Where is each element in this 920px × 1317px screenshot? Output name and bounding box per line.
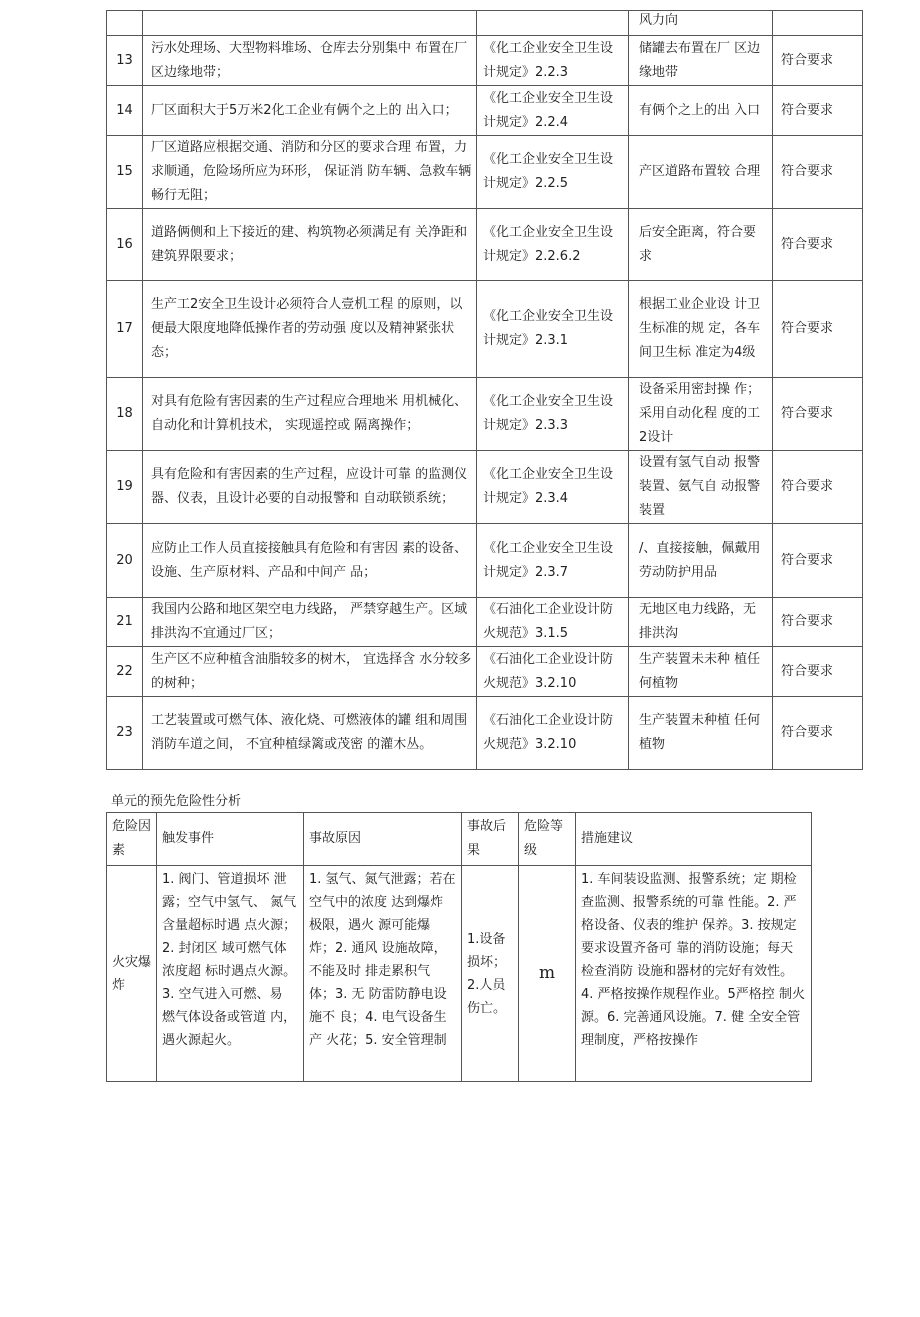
section-title: 单元的预先危险性分析 [111, 794, 242, 809]
table-row [107, 281, 863, 378]
status-cell: /、直接接触，佩戴用劳动防护用品 [629, 524, 773, 598]
row-number: 19 [107, 451, 143, 524]
status-cell: 产区道路布置较 合理 [629, 136, 773, 209]
status-cell: 储罐去布置在厂 区边缘地带 [629, 36, 773, 86]
result-cell: 符合要求 [773, 281, 863, 378]
status-cell: 生产装置未种植 任何植物 [629, 697, 773, 770]
table-row [107, 866, 812, 1082]
result-cell: 符合要求 [773, 697, 863, 770]
result-cell: 符合要求 [773, 647, 863, 697]
basis-cell: 《化工企业安全卫生设计规定》2.2.3 [477, 36, 629, 86]
result-cell [773, 11, 863, 36]
table-row [107, 36, 863, 86]
row-number: 23 [107, 697, 143, 770]
basis-cell: 《石油化工企业设计防火规范》3.1.5 [477, 598, 629, 647]
table-row [107, 697, 863, 770]
status-cell: 后安全距离，符合要求 [629, 209, 773, 281]
result-cell: 符合要求 [773, 86, 863, 136]
basis-cell: 《化工企业安全卫生设计规定》2.2.6.2 [477, 209, 629, 281]
row-number: 22 [107, 647, 143, 697]
row-number: 14 [107, 86, 143, 136]
status-cell: 设置有氢气自动 报警装置、氨气自 动报警装置 [629, 451, 773, 524]
row-number: 21 [107, 598, 143, 647]
basis-cell: 《化工企业安全卫生设计规定》2.3.3 [477, 378, 629, 451]
cause-cell: 1. 氢气、氮气泄露；若在空气中的浓度 达到爆炸极限，遇火 源可能爆炸；2. 通风 设施故障，不能及时 排走累积气体；3. 无 防雷防静电设施不 良；4. 电气设备生产 火花；5. 安全管理制 [304, 866, 462, 1082]
result-cell: 符合要求 [773, 209, 863, 281]
basis-cell: 《化工企业安全卫生设计规定》2.2.5 [477, 136, 629, 209]
row-number [107, 11, 143, 36]
result-cell: 符合要求 [773, 36, 863, 86]
row-number: 20 [107, 524, 143, 598]
row-number: 17 [107, 281, 143, 378]
table-row [107, 598, 863, 647]
status-cell: 设备采用密封操 作；采用自动化程 度的工2设计 [629, 378, 773, 451]
requirement-cell [143, 11, 477, 36]
result-cell: 符合要求 [773, 136, 863, 209]
table-row [107, 451, 863, 524]
requirement-cell: 厂区面积大于5万米2化工企业有俩个之上的 出入口； [143, 86, 477, 136]
table-row [107, 209, 863, 281]
level-cell: m [519, 866, 576, 1082]
table-row [107, 11, 863, 36]
header-measures: 措施建议 [576, 813, 812, 866]
hazard-analysis-table [106, 812, 812, 1082]
table-row [107, 136, 863, 209]
header-level: 危险等级 [519, 813, 576, 866]
status-cell: 有俩个之上的出 入口 [629, 86, 773, 136]
row-number: 18 [107, 378, 143, 451]
requirement-cell: 工艺装置或可燃气体、液化烧、可燃液体的罐 组和周围消防车道之间， 不宜种植绿篱或茂密 的灌木丛。 [143, 697, 477, 770]
basis-cell [477, 11, 629, 36]
status-cell: 生产装置未未种 植任何植物 [629, 647, 773, 697]
table-row [107, 647, 863, 697]
requirement-cell: 我国内公路和地区架空电力线路， 严禁穿越生产。区域排洪沟不宜通过厂区； [143, 598, 477, 647]
status-cell: 风力向 [629, 11, 773, 36]
header-row [107, 813, 812, 866]
result-cell: 符合要求 [773, 598, 863, 647]
header-hazard: 危险因素 [107, 813, 157, 866]
safety-check-table [106, 10, 863, 770]
basis-cell: 《化工企业安全卫生设计规定》2.3.7 [477, 524, 629, 598]
status-cell: 根据工业企业设 计卫生标准的规 定，各车间卫生标 准定为4级 [629, 281, 773, 378]
requirement-cell: 厂区道路应根据交通、消防和分区的要求合理 布置，力求顺通，危险场所应为环形， 保证消 防车辆、急救车辆畅行无阻； [143, 136, 477, 209]
row-number: 16 [107, 209, 143, 281]
basis-cell: 《化工企业安全卫生设计规定》2.3.1 [477, 281, 629, 378]
table-row [107, 378, 863, 451]
header-trigger: 触发事件 [157, 813, 304, 866]
basis-cell: 《化工企业安全卫生设计规定》2.2.4 [477, 86, 629, 136]
table-row [107, 86, 863, 136]
requirement-cell: 污水处理场、大型物料堆场、仓库去分别集中 布置在厂区边缘地带； [143, 36, 477, 86]
requirement-cell: 生产区不应种植含油脂较多的树木， 宜选择含 水分较多的树种； [143, 647, 477, 697]
measures-cell: 1. 车间装设监测、报警系统；定 期检查监测、报警系统的可靠 性能。2. 严格设备、仪表的维护 保养。3. 按规定要求设置齐备可 靠的消防设施；每天检查消防 设施和器材的完好有效性。 4. 严格按操作规程作业。5严格控 制火源。6. 完善通风设施。7. 健 全安全管理制度，严格按操作 [576, 866, 812, 1082]
result-cell: 符合要求 [773, 451, 863, 524]
trigger-cell: 1. 阀门、管道损坏 泄露；空气中氢气、 氮气含量超标时遇 点火源；2. 封闭区 域可燃气体浓度超 标时遇点火源。3. 空气进入可燃、易 燃气体设备或管道 内，遇火源起火。 [157, 866, 304, 1082]
row-number: 13 [107, 36, 143, 86]
basis-cell: 《化工企业安全卫生设计规定》2.3.4 [477, 451, 629, 524]
requirement-cell: 对具有危险有害因素的生产过程应合理地米 用机械化、自动化和计算机技术， 实现遥控或 隔离操作； [143, 378, 477, 451]
requirement-cell: 具有危险和有害因素的生产过程，应设计可靠 的监测仪器、仪表，且设计必要的自动报警和 自动联锁系统； [143, 451, 477, 524]
basis-cell: 《石油化工企业设计防火规范》3.2.10 [477, 697, 629, 770]
result-cell: 符合要求 [773, 378, 863, 451]
table-row [107, 524, 863, 598]
status-cell: 无地区电力线路，无排洪沟 [629, 598, 773, 647]
header-result: 事故后果 [462, 813, 519, 866]
basis-cell: 《石油化工企业设计防火规范》3.2.10 [477, 647, 629, 697]
requirement-cell: 道路俩侧和上下接近的建、构筑物必须满足有 关净距和建筑界限要求； [143, 209, 477, 281]
requirement-cell: 生产工2安全卫生设计必须符合人壹机工程 的原则，以便最大限度地降低操作者的劳动强 度以及精神紧张状态； [143, 281, 477, 378]
header-cause: 事故原因 [304, 813, 462, 866]
result-cell: 符合要求 [773, 524, 863, 598]
hazard-cell: 火灾爆炸 [107, 866, 157, 1082]
result-cell: 1.设备损坏；2.人员伤亡。 [462, 866, 519, 1082]
row-number: 15 [107, 136, 143, 209]
requirement-cell: 应防止工作人员直接接触具有危险和有害因 素的设备、设施、生产原材料、产品和中间产 品； [143, 524, 477, 598]
